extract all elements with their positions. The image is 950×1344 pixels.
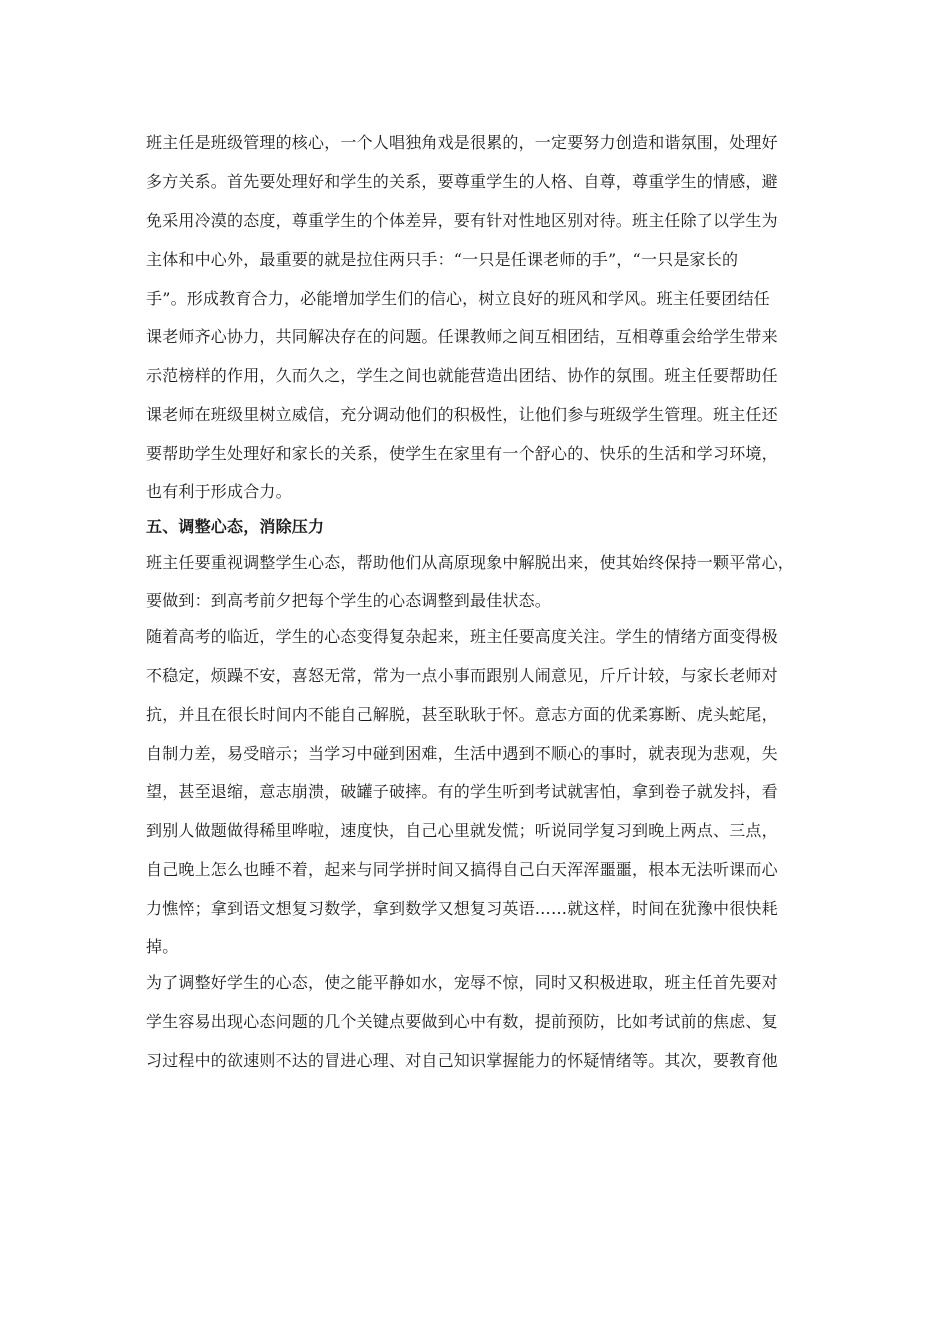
text-line: 自己晚上怎么也睡不着，起来与同学拼时间又搞得自己白天浑浑噩噩，根本无法听课而心 xyxy=(146,860,778,880)
text-line: 习过程中的欲速则不达的冒进心理、对自己知识掌握能力的怀疑情绪等。其次，要教育他 xyxy=(146,1050,778,1070)
text-line: 自制力差，易受暗示；当学习中碰到困难，生活中遇到不顺心的事时，就表现为悲观，失 xyxy=(146,743,778,763)
text-line: 望，甚至退缩，意志崩溃，破罐子破摔。有的学生听到考试就害怕，拿到卷子就发抖，看 xyxy=(146,782,778,802)
paragraph-cooperation xyxy=(146,124,804,509)
text-line: 班主任要重视调整学生心态，帮助他们从高原现象中解脱出来，使其始终保持一颗平常心， xyxy=(146,553,795,573)
text-line: 为了调整好学生的心态，使之能平静如水，宠辱不惊，同时又积极进取，班主任首先要对 xyxy=(146,973,778,993)
text-line: 多方关系。首先要处理好和学生的关系，要尊重学生的人格、自尊，尊重学生的情感，避 xyxy=(146,171,778,191)
text-line: 班主任是班级管理的核心，一个人唱独角戏是很累的，一定要努力创造和谐氛围，处理好 xyxy=(146,133,778,152)
text-line: 也有利于形成合力。 xyxy=(146,482,292,502)
text-line: 随着高考的临近，学生的心态变得复杂起来，班主任要高度关注。学生的情绪方面变得极 xyxy=(146,626,778,646)
text-line: 不稳定，烦躁不安，喜怒无常，常为一点小事而跟别人闹意见，斤斤计较，与家长老师对 xyxy=(146,665,778,685)
text-line: 要做到：到高考前夕把每个学生的心态调整到最佳状态。 xyxy=(146,590,552,610)
paragraph-mindset-intro xyxy=(146,544,804,618)
text-line: 手”。形成教育合力，必能增加学生们的信心，树立良好的班风和学风。班主任要团结任 xyxy=(146,288,770,308)
text-line: 要帮助学生处理好和家长的关系，使学生在家里有一个舒心的、快乐的生活和学习环境， xyxy=(146,444,778,464)
paragraph-exam-anxiety xyxy=(146,618,804,964)
text-line: 掉。 xyxy=(146,937,179,957)
paragraph-adjust-mindset xyxy=(146,964,804,1081)
text-line: 主体和中心外，最重要的就是拉住两只手：“一只是任课老师的手”，“一只是家长的 xyxy=(146,249,739,269)
text-line: 免采用冷漠的态度，尊重学生的个体差异，要有针对性地区别对待。班主任除了以学生为 xyxy=(146,210,778,230)
section-heading: 五、调整心态，消除压力 xyxy=(146,517,325,537)
text-line: 到别人做题做得稀里哗啦，速度快，自己心里就发慌；听说同学复习到晚上两点、三点， xyxy=(146,821,778,841)
text-line: 课老师齐心协力，共同解决存在的问题。任课教师之间互相团结，互相尊重会给学生带来 xyxy=(146,327,778,347)
text-line: 示范榜样的作用，久而久之，学生之间也就能营造出团结、协作的氛围。班主任要帮助任 xyxy=(146,366,778,386)
text-line: 抗，并且在很长时间内不能自己解脱，甚至耿耿于怀。意志方面的优柔寡断、虎头蛇尾， xyxy=(146,704,778,724)
text-line: 学生容易出现心态问题的几个关键点要做到心中有数，提前预防，比如考试前的焦虑、复 xyxy=(146,1011,778,1031)
text-line: 课老师在班级里树立威信，充分调动他们的积极性，让他们参与班级学生管理。班主任还 xyxy=(146,405,778,425)
text-line: 力憔悴；拿到语文想复习数学，拿到数学又想复习英语……就这样，时间在犹豫中很快耗 xyxy=(146,899,778,919)
document-body xyxy=(146,124,804,1081)
